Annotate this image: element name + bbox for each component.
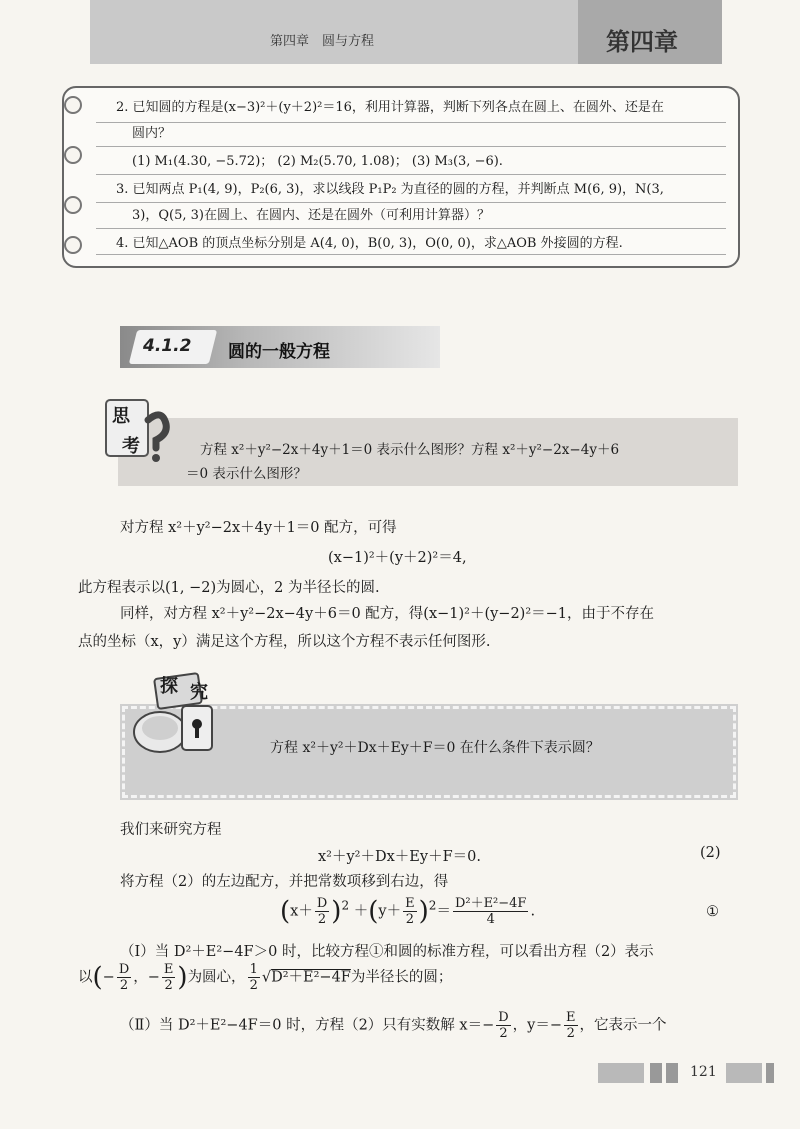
ruled-line [96, 254, 726, 255]
equation: (x−1)²＋(y＋2)²＝4, [328, 550, 467, 566]
section-number: 4.1.2 [143, 336, 192, 356]
ruled-line [96, 122, 726, 123]
think-badge-char: 思 [112, 406, 130, 427]
paragraph: 将方程（2）的左边配方，并把常数项移到右边，得 [120, 874, 449, 890]
explore-badge-char: 探 [160, 676, 178, 697]
paragraph: （Ⅰ）当 D²＋E²−4F＞0 时，比较方程①和圆的标准方程，可以看出方程（2）表示 [120, 944, 654, 960]
equation-tag: (2) [700, 845, 721, 861]
footer-bar [766, 1063, 774, 1083]
explore-question: 方程 x²＋y²＋Dx＋Ey＋F＝0 在什么条件下表示圆？ [270, 740, 600, 756]
ruled-line [96, 202, 726, 203]
exercise-4-line1: 4. 已知△AOB 的顶点坐标分别是 A(4, 0)，B(0, 3)，O(0, 0)，求△AOB 外接圆的方程. [116, 236, 623, 251]
think-question-line2: ＝0 表示什么图形？ [186, 466, 307, 482]
section-title: 圆的一般方程 [228, 342, 330, 362]
paragraph: （Ⅱ）当 D²＋E²−4F＝0 时，方程（2）只有实数解 x＝− $\frac{D}{2}$ ，y＝− $\frac{E}{2}$ ，它表示一个 [120, 1010, 667, 1041]
paragraph: 对方程 x²＋y²−2x＋4y＋1＝0 配方，可得 [120, 520, 397, 536]
think-badge-char: 考 [122, 436, 140, 457]
paragraph: 此方程表示以(1, −2)为圆心，2 为半径长的圆. [78, 580, 380, 596]
binder-ring-icon [64, 236, 82, 254]
ruled-line [96, 228, 726, 229]
exercise-2-line1: 2. 已知圆的方程是(x−3)²＋(y＋2)²＝16，利用计算器，判断下列各点在圆上、在圆外、还是在 [116, 100, 664, 115]
paragraph: 我们来研究方程 [120, 822, 222, 838]
footer-bar [650, 1063, 662, 1083]
binder-ring-icon [64, 96, 82, 114]
page-number: 121 [690, 1064, 717, 1080]
binder-ring-icon [64, 146, 82, 164]
exercise-2-line2: 圆内？ [132, 126, 172, 141]
binder-ring-icon [64, 196, 82, 214]
paragraph: 同样，对方程 x²＋y²−2x−4y＋6＝0 配方，得(x−1)²＋(y−2)²＝−1，由于不存在 [120, 606, 655, 622]
chapter-tab-label: 第四章 [606, 28, 678, 56]
paragraph: 以(− $\frac{D}{2}$ ，− $\frac{E}{2}$ )为圆心， $\frac{1}{2}$ √D²＋E²−4F为半径长的圆； [78, 962, 453, 993]
exercise-3-line2: 3)，Q(5, 3)在圆上、在圆内、还是在圆外（可利用计算器）？ [132, 208, 490, 223]
ruled-line [96, 146, 726, 147]
equation-tag: ① [706, 904, 719, 920]
footer-bar [598, 1063, 644, 1083]
exercise-2-line3: (1) M₁(4.30, −5.72)； (2) M₂(5.70, 1.08)； (3) M₃(3, −6). [132, 154, 503, 169]
footer-bar [666, 1063, 678, 1083]
equation-1: (x＋ $\frac{D}{2}$ )$^2$ ＋(y＋ $\frac{E}{2}$ )$^2$＝ $\frac{\text{D²＋E²−4F}}{4}$ . [280, 896, 536, 927]
equation-2: x²＋y²＋Dx＋Ey＋F＝0. [318, 849, 481, 865]
think-question-line1: 方程 x²＋y²−2x＋4y＋1＝0 表示什么图形？方程 x²＋y²−2x−4y＋6 [200, 442, 620, 458]
exercise-3-line1: 3. 已知两点 P₁(4, 9)，P₂(6, 3)，求以线段 P₁P₂ 为直径的圆的方程，并判断点 M(6, 9)，N(3, [116, 182, 664, 197]
ruled-line [96, 174, 726, 175]
explore-badge-char: 究 [190, 682, 208, 703]
paragraph: 点的坐标（x，y）满足这个方程，所以这个方程不表示任何图形. [78, 634, 491, 650]
chapter-title: 第四章 圆与方程 [270, 34, 375, 49]
footer-bar [726, 1063, 762, 1083]
